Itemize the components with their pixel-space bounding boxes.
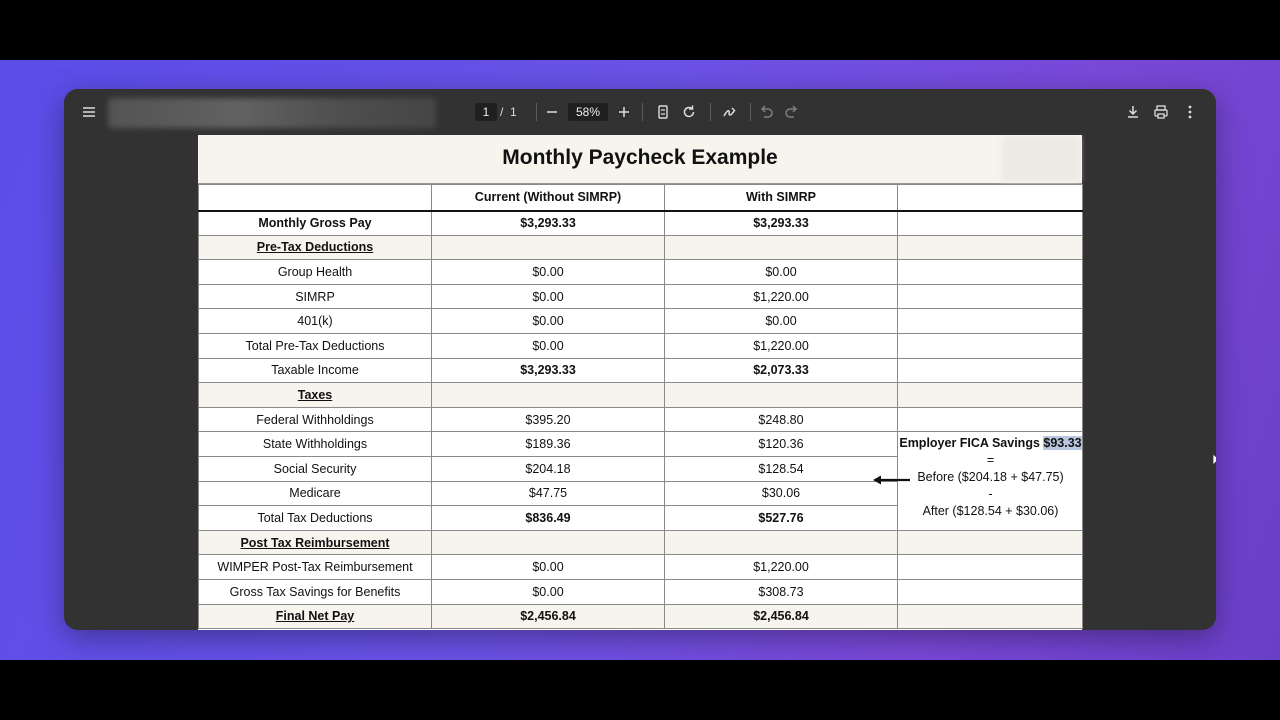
- row-label: Gross Tax Savings for Benefits: [199, 579, 432, 604]
- table-row: [199, 284, 1083, 309]
- current-value: $3,293.33: [432, 358, 665, 383]
- note-cell: [898, 358, 1083, 383]
- menu-icon[interactable]: [79, 102, 99, 122]
- letterbox-bottom: [0, 660, 1280, 720]
- zoom-out-icon[interactable]: [542, 102, 562, 122]
- row-label: Total Tax Deductions: [199, 506, 432, 531]
- table-row: [199, 211, 1083, 236]
- simrp-value: $2,456.84: [665, 604, 898, 629]
- page-title: Monthly Paycheck Example: [198, 135, 1082, 184]
- row-label: SIMRP: [199, 284, 432, 309]
- simrp-value: $2,073.33: [665, 358, 898, 383]
- section-label: Final Net Pay: [199, 604, 432, 629]
- row-label: Medicare: [199, 481, 432, 506]
- left-arrow-icon: [872, 474, 912, 486]
- simrp-value: [665, 530, 898, 555]
- simrp-value: $120.36: [665, 432, 898, 457]
- undo-icon[interactable]: [756, 102, 776, 122]
- pdf-viewer-window: [64, 89, 1216, 630]
- column-header: [898, 185, 1083, 211]
- fica-note-cell: [898, 432, 1083, 530]
- table-row: [199, 333, 1083, 358]
- note-cell: [898, 383, 1083, 408]
- simrp-value: $30.06: [665, 481, 898, 506]
- fica-value-selected[interactable]: $93.33: [1043, 436, 1082, 451]
- toolbar-divider: [642, 103, 643, 121]
- simrp-value: $1,220.00: [665, 284, 898, 309]
- note-cell: [898, 579, 1083, 604]
- note-cell: [898, 530, 1083, 555]
- note-cell: [898, 555, 1083, 580]
- print-icon[interactable]: [1151, 102, 1171, 122]
- annotate-icon[interactable]: [720, 102, 740, 122]
- toolbar-divider: [536, 103, 537, 121]
- table-row: [199, 579, 1083, 604]
- simrp-value: $308.73: [665, 579, 898, 604]
- table-row: [199, 358, 1083, 383]
- current-value: [432, 530, 665, 555]
- pdf-toolbar: [64, 89, 1216, 135]
- document-title-blurred: [108, 98, 436, 128]
- current-value: [432, 235, 665, 260]
- page-number-input[interactable]: 1: [475, 103, 497, 121]
- row-label: Federal Withholdings: [199, 407, 432, 432]
- row-label: 401(k): [199, 309, 432, 334]
- current-value: [432, 383, 665, 408]
- redo-icon[interactable]: [782, 102, 802, 122]
- table-row: [199, 309, 1083, 334]
- rotate-icon[interactable]: [679, 102, 699, 122]
- section-row: [199, 235, 1083, 260]
- logo-blurred: [1002, 137, 1080, 181]
- fica-minus: -: [988, 487, 993, 502]
- note-cell: [898, 407, 1083, 432]
- current-value: $0.00: [432, 333, 665, 358]
- fit-page-icon[interactable]: [653, 102, 673, 122]
- note-cell: [898, 309, 1083, 334]
- current-value: $0.00: [432, 260, 665, 285]
- simrp-value: $527.76: [665, 506, 898, 531]
- row-label: Total Pre-Tax Deductions: [199, 333, 432, 358]
- letterbox-top: [0, 0, 1280, 60]
- simrp-value: $3,293.33: [665, 211, 898, 236]
- table-row: [199, 555, 1083, 580]
- pdf-page: [198, 135, 1082, 630]
- toolbar-divider: [710, 103, 711, 121]
- current-value: $836.49: [432, 506, 665, 531]
- current-value: $204.18: [432, 456, 665, 481]
- page-separator: /: [500, 105, 504, 119]
- column-header: With SIMRP: [665, 185, 898, 211]
- table-row: [199, 407, 1083, 432]
- simrp-value: $1,220.00: [665, 333, 898, 358]
- final-row: [199, 604, 1083, 629]
- mouse-cursor-icon: [1212, 453, 1216, 467]
- note-cell: [898, 235, 1083, 260]
- more-vert-icon[interactable]: [1180, 102, 1200, 122]
- simrp-value: $248.80: [665, 407, 898, 432]
- section-row: [199, 530, 1083, 555]
- section-label: Taxes: [199, 383, 432, 408]
- simrp-value: $0.00: [665, 260, 898, 285]
- simrp-value: $0.00: [665, 309, 898, 334]
- fica-equals: =: [986, 453, 995, 468]
- note-cell: [898, 211, 1083, 236]
- current-value: $3,293.33: [432, 211, 665, 236]
- table-row: [199, 432, 1083, 457]
- fica-label: Employer FICA Savings: [899, 436, 1040, 451]
- simrp-value: [665, 235, 898, 260]
- column-header: [199, 185, 432, 211]
- current-value: $0.00: [432, 309, 665, 334]
- zoom-in-icon[interactable]: [614, 102, 634, 122]
- table-row: [199, 260, 1083, 285]
- row-label: Monthly Gross Pay: [199, 211, 432, 236]
- fica-savings-note[interactable]: [898, 435, 1083, 520]
- note-cell: [898, 604, 1083, 629]
- current-value: $395.20: [432, 407, 665, 432]
- fica-after: After ($128.54 + $30.06): [922, 504, 1059, 519]
- column-header: Current (Without SIMRP): [432, 185, 665, 211]
- document-viewport[interactable]: [64, 135, 1216, 630]
- fica-before: Before ($204.18 + $47.75): [917, 470, 1064, 485]
- current-value: $0.00: [432, 284, 665, 309]
- current-value: $0.00: [432, 579, 665, 604]
- row-label: Social Security: [199, 456, 432, 481]
- note-cell: [898, 284, 1083, 309]
- current-value: $189.36: [432, 432, 665, 457]
- page-total: 1: [510, 105, 517, 119]
- row-label: Group Health: [199, 260, 432, 285]
- current-value: $2,456.84: [432, 604, 665, 629]
- section-row: [199, 383, 1083, 408]
- section-label: Pre-Tax Deductions: [199, 235, 432, 260]
- zoom-level-input[interactable]: 58%: [568, 103, 608, 121]
- row-label: Taxable Income: [199, 358, 432, 383]
- simrp-value: $128.54: [665, 456, 898, 481]
- paycheck-table: [198, 184, 1083, 629]
- download-icon[interactable]: [1123, 102, 1143, 122]
- note-cell: [898, 333, 1083, 358]
- section-label: Post Tax Reimbursement: [199, 530, 432, 555]
- current-value: $0.00: [432, 555, 665, 580]
- row-label: WIMPER Post-Tax Reimbursement: [199, 555, 432, 580]
- simrp-value: [665, 383, 898, 408]
- current-value: $47.75: [432, 481, 665, 506]
- table-header-row: [199, 185, 1083, 211]
- toolbar-divider: [750, 103, 751, 121]
- note-cell: [898, 260, 1083, 285]
- row-label: State Withholdings: [199, 432, 432, 457]
- simrp-value: $1,220.00: [665, 555, 898, 580]
